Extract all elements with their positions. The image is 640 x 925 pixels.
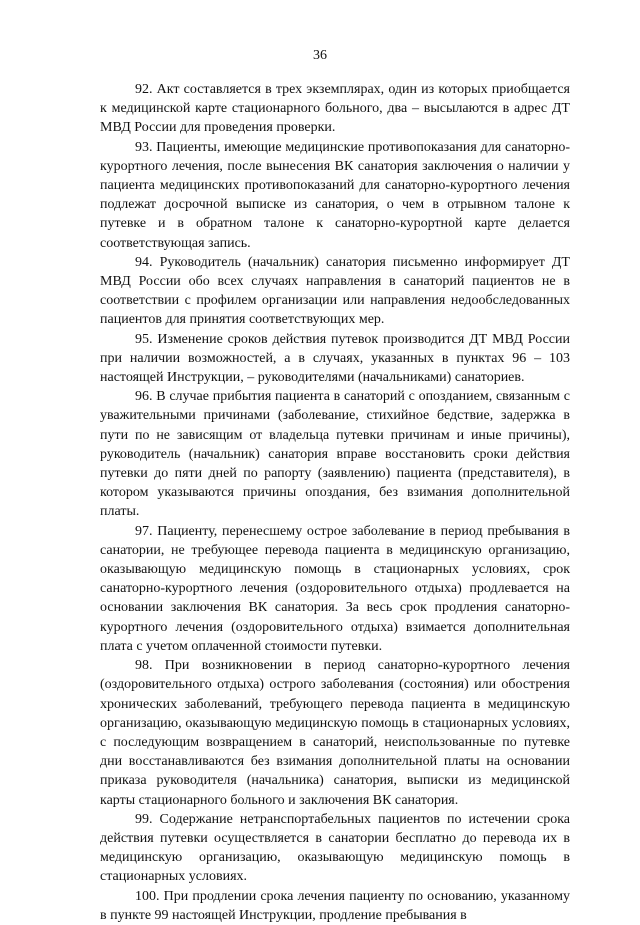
page-number: 36	[313, 48, 327, 63]
paragraph-97: 97. Пациенту, перенесшему острое заболевание в период пребывания в санатории, не требующее перевода пациента в медицинскую организацию, оказывающую медицинскую помощь в стационарных условиях, срок санаторно-курортного лечения (оздоровительного отдыха) продлевается на основании заключения ВК санатория. За весь срок продления санаторно-курортного лечения (оздоровительного отдыха) взимается дополнительная плата с учетом оплаченной стоимости путевки.	[100, 523, 570, 654]
paragraph-100: 100. При продлении срока лечения пациенту по основанию, указанному в пункте 99 настоящей Инструкции, продление пребывания в	[100, 888, 570, 923]
paragraph-98: 98. При возникновении в период санаторно-курортного лечения (оздоровительного отдыха) острого заболевания (состояния) или обострения хронических заболеваний, требующего перевода пациента в медицинскую организацию, оказывающую медицинскую помощь в стационарных условиях, с последующим возвращением в санаторий, неиспользованные по путевке дни восстанавливаются без взимания дополнительной платы на основании приказа руководителя (начальника) санатория, выписки из медицинской карты стационарного больного и заключения ВК санатория.	[100, 658, 570, 808]
paragraph-92: 92. Акт составляется в трех экземплярах, один из которых приобщается к медицинской карте стационарного больного, два – высылаются в адрес ДТ МВД России для проведения проверки.	[100, 82, 570, 136]
paragraph-96: 96. В случае прибытия пациента в санаторий с опозданием, связанным с уважительными причинами (заболевание, стихийное бедствие, задержка в пути по не зависящим от владельца путевки причинам и иные причины), руководитель (начальник) санатория вправе восстановить сроки действия путевки до пяти дней по рапорту (заявлению) пациента (представителя), в котором указываются причины опоздания, без взимания дополнительной платы.	[100, 389, 570, 520]
document-body	[100, 80, 570, 925]
paragraph-99: 99. Содержание нетранспортабельных пациентов по истечении срока действия путевки осуществляется в санатории бесплатно до перевода их в медицинскую организацию, оказывающую медицинскую помощь в стационарных условиях.	[100, 811, 570, 885]
paragraph-95: 95. Изменение сроков действия путевок производится ДТ МВД России при наличии возможностей, а в случаях, указанных в пунктах 96 – 103 настоящей Инструкции, – руководителями (начальниками) санаториев.	[100, 331, 570, 386]
paragraph-94: 94. Руководитель (начальник) санатория письменно информирует ДТ МВД России обо всех случаях направления в санаторий пациентов не в соответствии с профилем организации или направления недообследованных пациентов для принятия соответствующих мер.	[100, 254, 570, 328]
paragraph-93: 93. Пациенты, имеющие медицинские противопоказания для санаторно-курортного лечения, после вынесения ВК санатория заключения о наличии у пациента медицинских противопоказаний для санаторно-курортного лечения подлежат досрочной выписке из санатория, о чем в отрывном талоне к путевке и в обратном талоне к санаторно-курортной карте делается соответствующая запись.	[100, 139, 570, 251]
